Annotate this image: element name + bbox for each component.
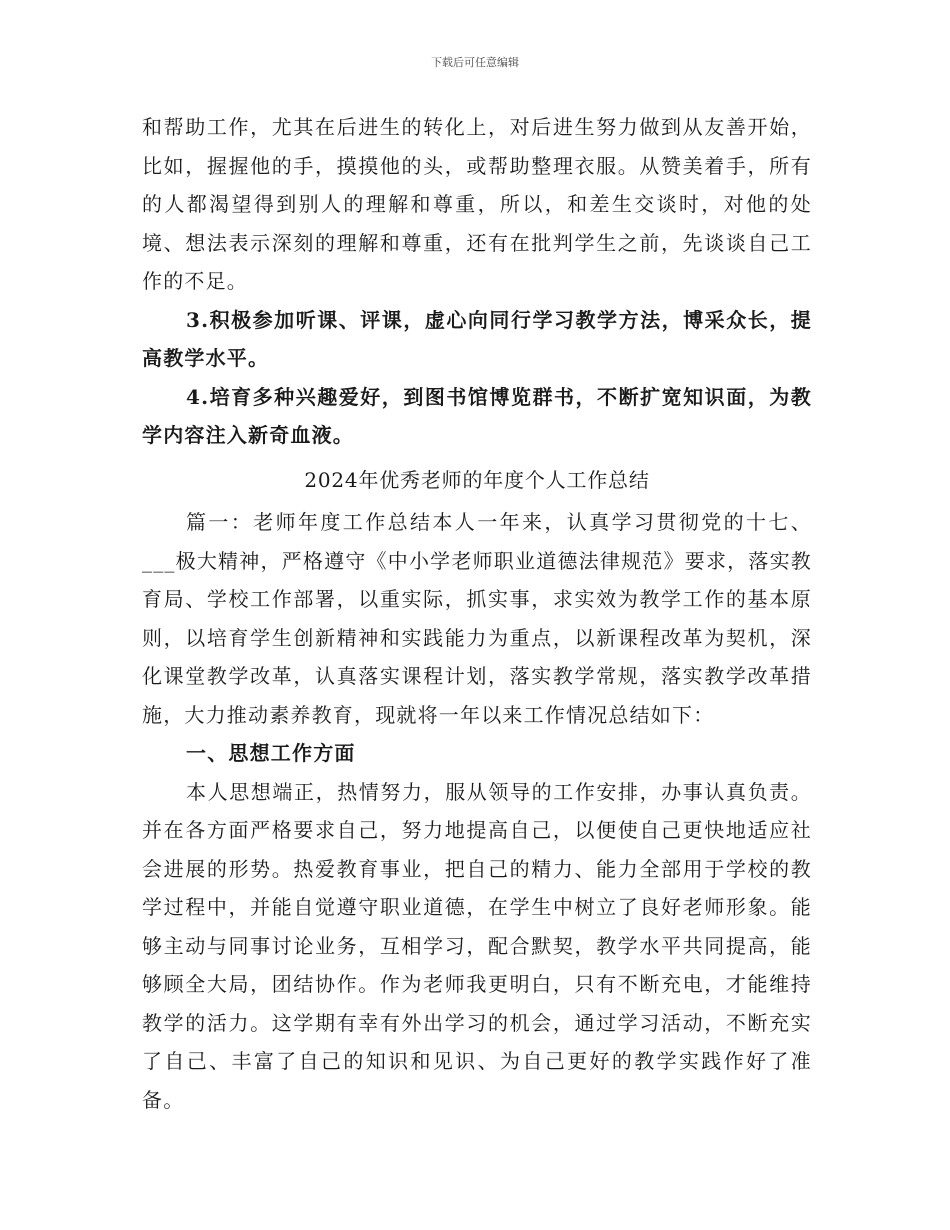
intro-paragraph: 篇一：老师年度工作总结本人一年来，认真学习贯彻党的十七、___极大精神，严格遵守《中小学老师职业道德法律规范》要求，落实教育局、学校工作部署，以重实际，抓实事，求实效为教学工作的基本原则，以培育学生创新精神和实践能力为重点，以新课程改革为契机，深化课堂教学改革，认真落实课程计划，落实教学常规，落实教学改革措施，大力推动素养教育，现就将一年以来工作情况总结如下： <box>142 510 812 727</box>
list-item-3: 3.积极参加听课、评课，虚心向同行学习教学方法，博采众长，提高教学水平。 <box>142 307 812 370</box>
header-note: 下载后可任意编辑 <box>431 56 519 69</box>
section-body-paragraph: 本人思想端正，热情努力，服从领导的工作安排，办事认真负责。并在各方面严格要求自己，努力地提高自己，以便使自己更快地适应社会进展的形势。热爱教育事业，把自己的精力、能力全部用于学校的教学过程中，并能自觉遵守职业道德，在学生中树立了良好老师形象。能够主动与同事讨论业务，互相学习，配合默契，教学水平共同提高，能够顾全大局，团结协作。作为老师我更明白，只有不断充电，才能维持教学的活力。这学期有幸有外出学习的机会，通过学习活动，不断充实了自己、丰富了自己的知识和见识、为自己更好的教学实践作好了准备。 <box>142 779 812 1112</box>
section-heading: 一、思想工作方面 <box>186 741 356 765</box>
document-title: 2024年优秀老师的年度个人工作总结 <box>304 467 650 492</box>
list-item-4: 4.培育多种兴趣爱好，到图书馆博览群书，不断扩宽知识面，为教学内容注入新奇血液。 <box>142 384 812 447</box>
document-body <box>142 108 812 1119</box>
paragraph-continuation: 和帮助工作，尤其在后进生的转化上，对后进生努力做到从友善开始，比如，握握他的手，摸摸他的头，或帮助整理衣服。从赞美着手，所有的人都渴望得到别人的理解和尊重，所以，和差生交谈时，对他的处境、想法表示深刻的理解和尊重，还有在批判学生之前，先谈谈自己工作的不足。 <box>142 115 812 293</box>
